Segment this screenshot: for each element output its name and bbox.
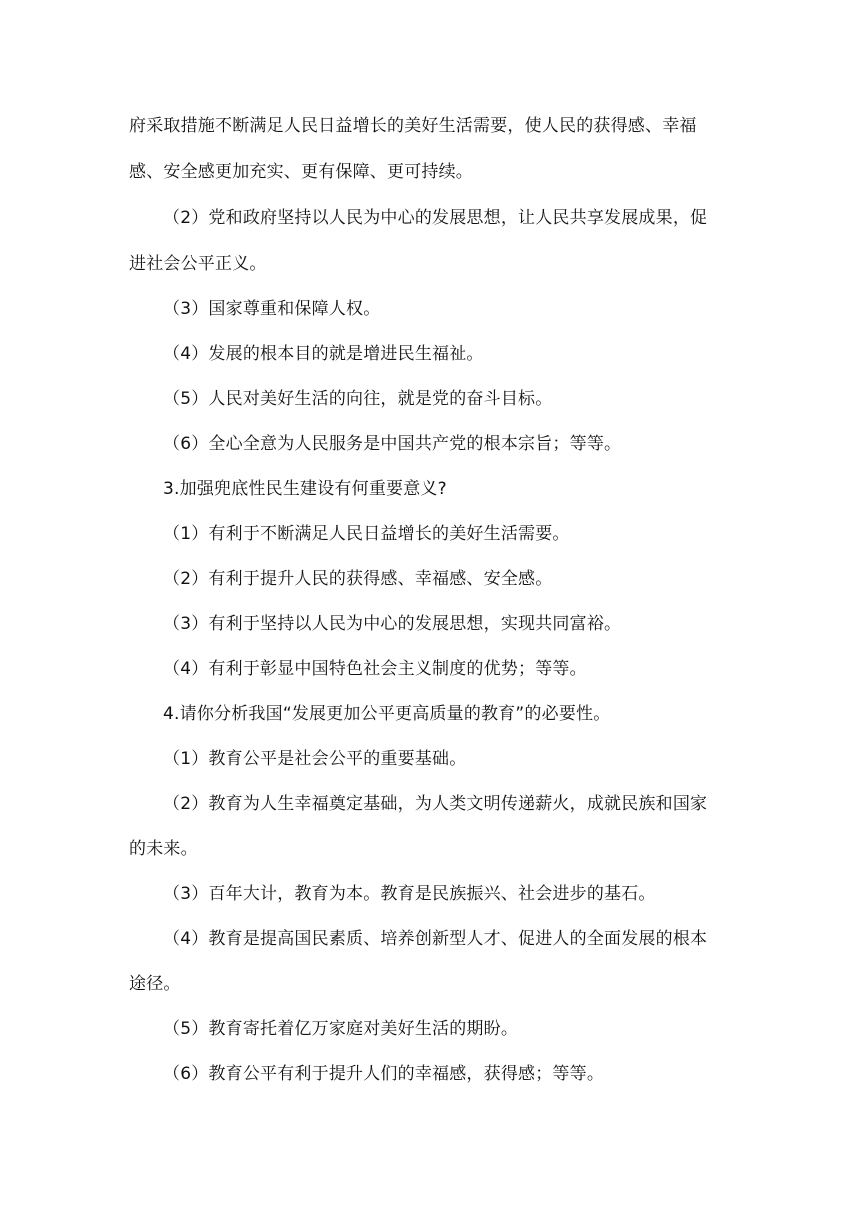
answer-item: （5）人民对美好生活的向往，就是党的奋斗目标。	[163, 389, 553, 409]
answer-item: （3）有利于坚持以人民为中心的发展思想，实现共同富裕。	[163, 614, 622, 634]
answer-item: （3）国家尊重和保障人权。	[163, 299, 381, 319]
answer-item: （1）有利于不断满足人民日益增长的美好生活需要。	[163, 524, 570, 544]
paragraph-line: 进社会公平正义。	[129, 254, 267, 274]
answer-item: （4）有利于彰显中国特色社会主义制度的优势；等等。	[163, 659, 587, 679]
answer-item: （6）教育公平有利于提升人们的幸福感，获得感；等等。	[163, 1064, 605, 1084]
question-heading: 4.请你分析我国“发展更加公平更高质量的教育”的必要性。	[163, 704, 611, 724]
answer-item: （2）有利于提升人民的获得感、幸福感、安全感。	[163, 569, 553, 589]
paragraph-line: 的未来。	[129, 839, 198, 859]
answer-item: （4）发展的根本目的就是增进民生福祉。	[163, 344, 484, 364]
answer-item: （5）教育寄托着亿万家庭对美好生活的期盼。	[163, 1019, 519, 1039]
answer-item: （6）全心全意为人民服务是中国共产党的根本宗旨；等等。	[163, 434, 622, 454]
answer-item: （3）百年大计，教育为本。教育是民族振兴、社会进步的基石。	[163, 884, 656, 904]
answer-item: （2）党和政府坚持以人民为中心的发展思想，让人民共享发展成果，促	[163, 208, 708, 228]
answer-item: （4）教育是提高国民素质、培养创新型人才、促进人的全面发展的根本	[163, 929, 708, 949]
answer-item: （1）教育公平是社会公平的重要基础。	[163, 749, 467, 769]
answer-item: （2）教育为人生幸福奠定基础，为人类文明传递薪火，成就民族和国家	[163, 794, 708, 814]
paragraph-line: 府采取措施不断满足人民日益增长的美好生活需要，使人民的获得感、幸福	[129, 116, 697, 136]
question-heading: 3.加强兜底性民生建设有何重要意义?	[163, 479, 447, 499]
paragraph-line: 途径。	[129, 974, 181, 994]
paragraph-line: 感、安全感更加充实、更有保障、更可持续。	[129, 162, 473, 182]
